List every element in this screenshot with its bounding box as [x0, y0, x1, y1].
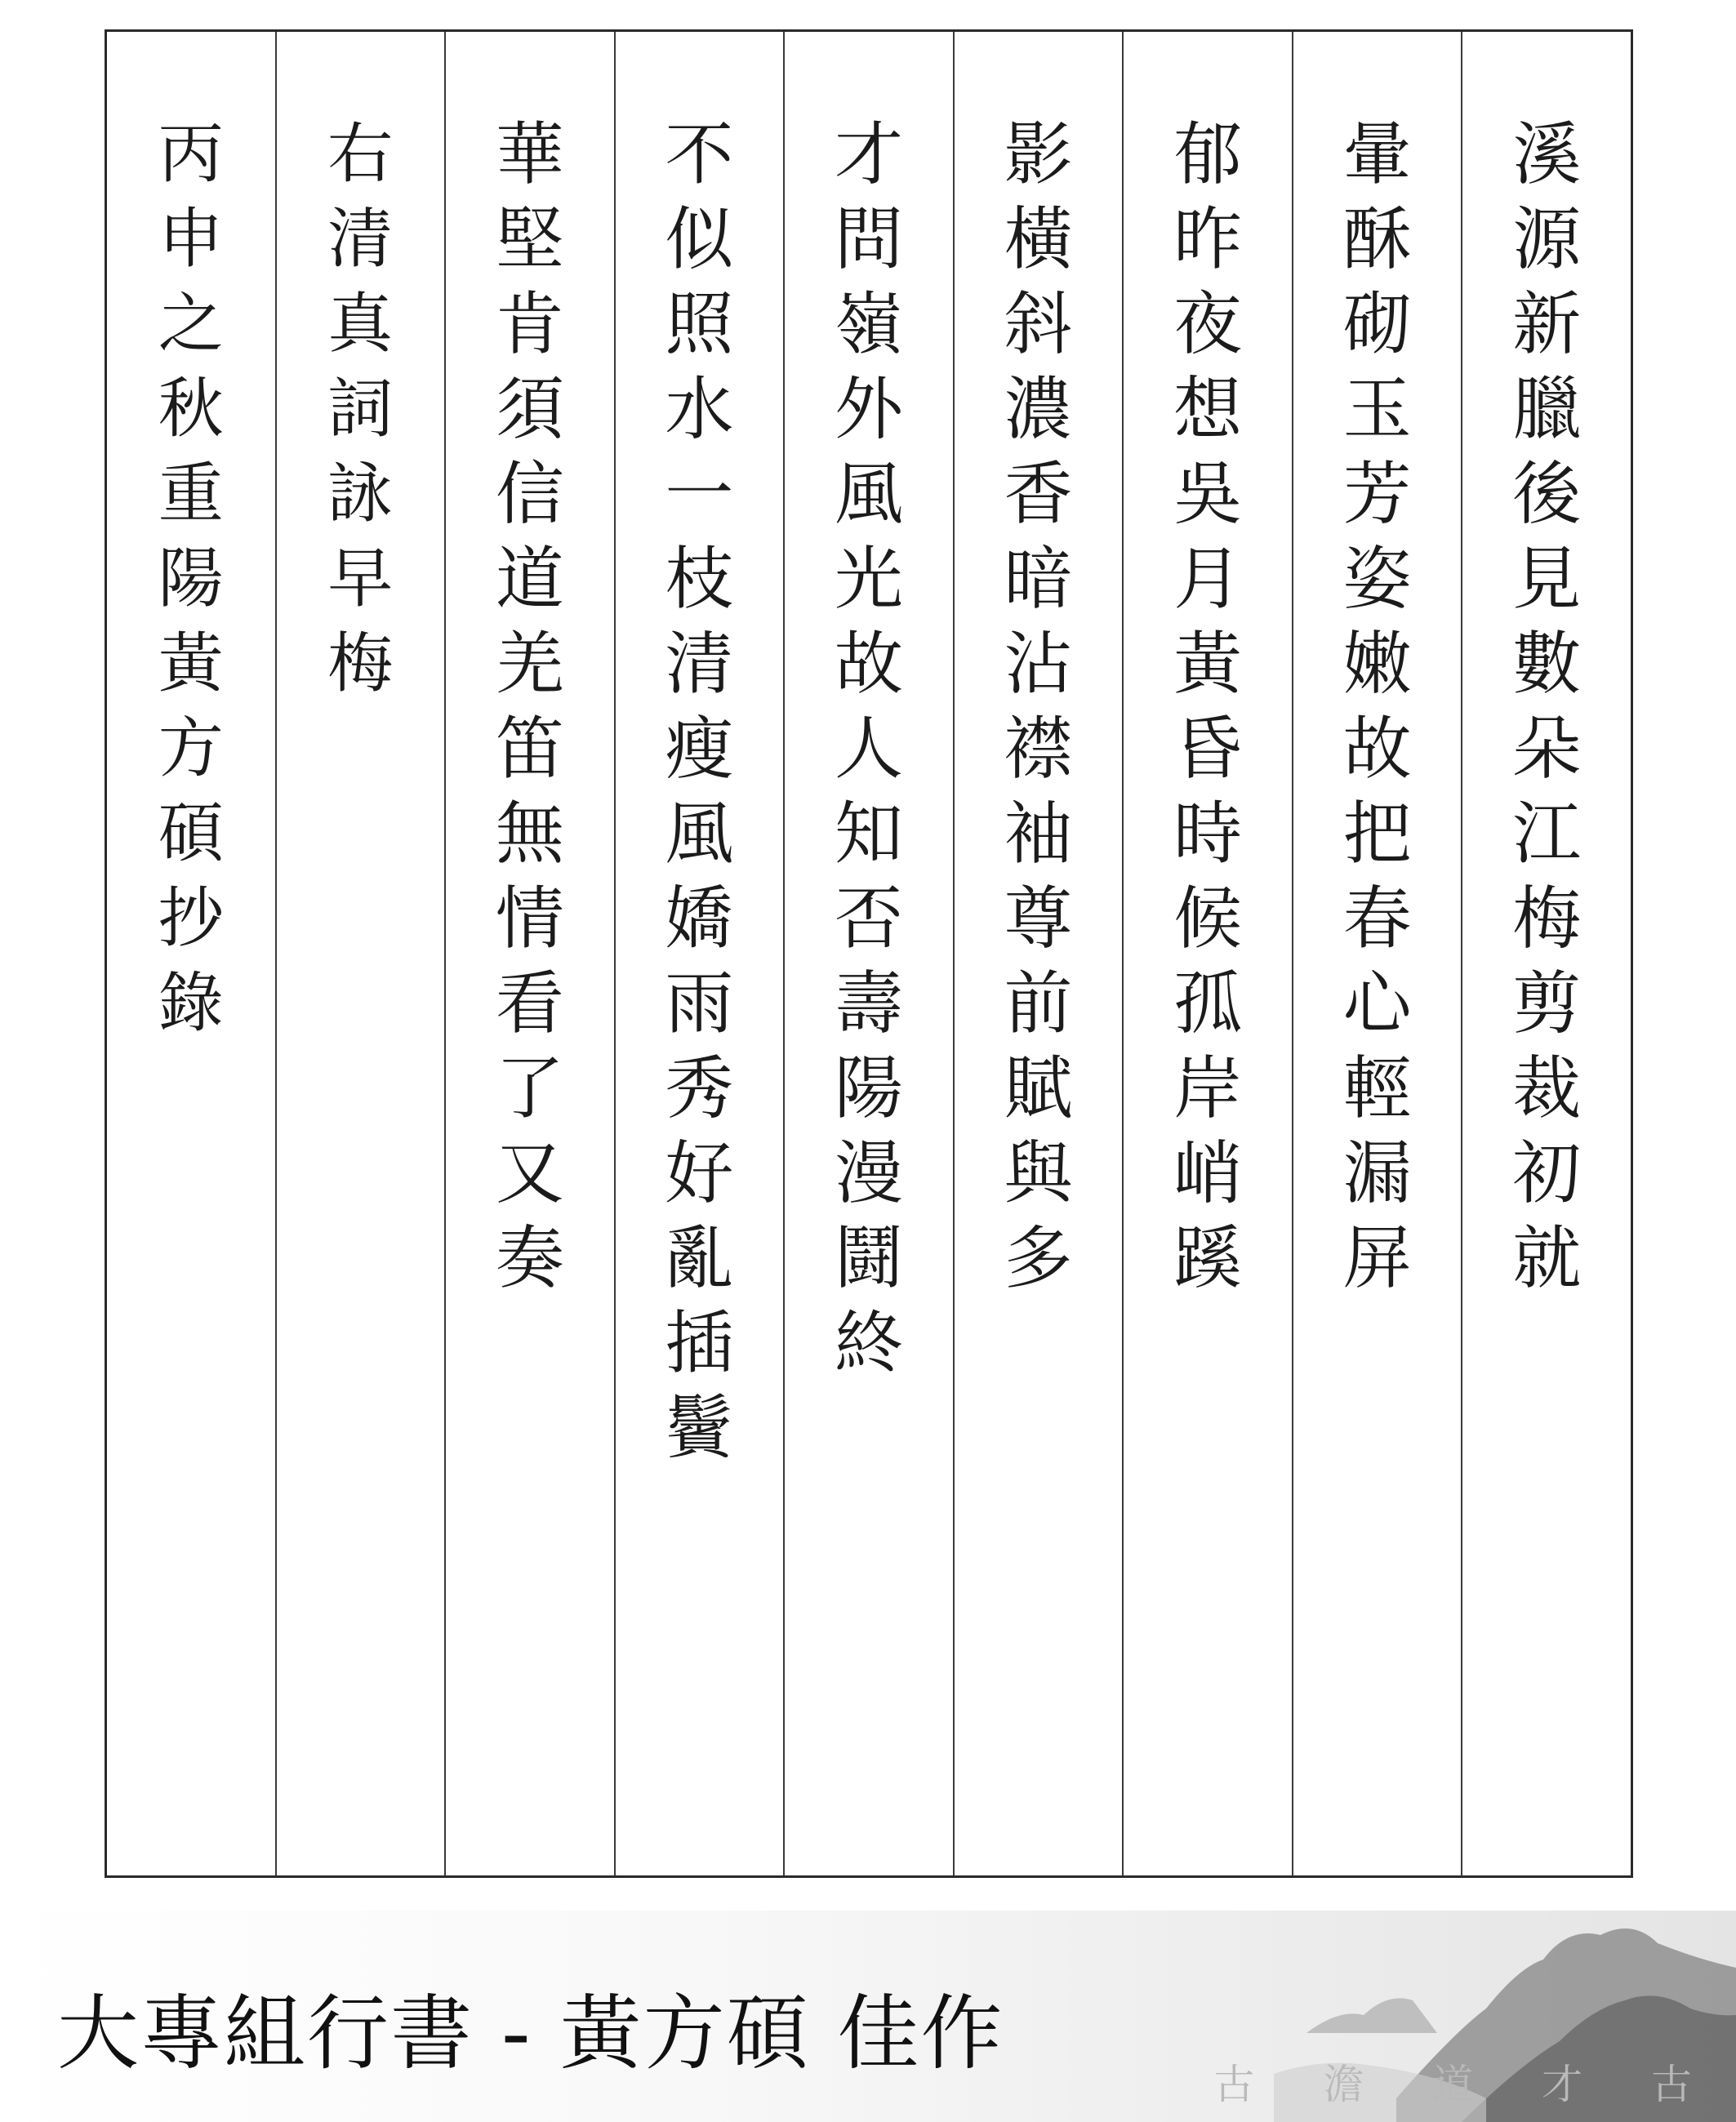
- calligraphy-character: 初: [1512, 1133, 1582, 1213]
- column-4: [953, 32, 1123, 1875]
- calligraphy-character: 水: [665, 369, 734, 449]
- calligraphy-character: 芳: [1342, 454, 1412, 534]
- calligraphy-character: 好: [665, 1133, 734, 1213]
- calligraphy-character: 影: [1004, 114, 1073, 194]
- calligraphy-character: 照: [665, 284, 734, 364]
- calligraphy-character: 否: [834, 879, 903, 959]
- calligraphy-character: 風: [665, 794, 734, 874]
- calligraphy-character: 斜: [1004, 284, 1073, 364]
- calligraphy-character: 溪: [1512, 114, 1582, 194]
- calligraphy-character: 信: [495, 454, 564, 534]
- calligraphy-character: 雨: [665, 963, 734, 1043]
- calligraphy-character: 姿: [1342, 539, 1412, 619]
- calligraphy-character: 蹊: [1173, 1218, 1243, 1298]
- calligraphy-character: 把: [1342, 794, 1412, 874]
- calligraphy-character: 真: [327, 286, 394, 362]
- column-1: [1461, 32, 1631, 1875]
- column-5: [783, 32, 953, 1875]
- column-6: [614, 32, 784, 1875]
- calligraphy-character: 詞: [327, 371, 394, 447]
- calligraphy-character: 枝: [665, 539, 734, 619]
- calligraphy-character: 想: [1173, 369, 1243, 449]
- calligraphy-character: 前: [1004, 963, 1073, 1043]
- calligraphy-character: 抄: [158, 880, 224, 956]
- calligraphy-character: 鬢: [665, 1388, 734, 1468]
- calligraphy-character: 華: [495, 114, 564, 194]
- calligraphy-character: 陽: [158, 541, 224, 616]
- calligraphy-character: 裁: [1512, 1048, 1582, 1128]
- calligraphy-character: 羌: [495, 624, 564, 704]
- calligraphy-character: 沾: [1004, 624, 1073, 704]
- calligraphy-character: 亂: [665, 1218, 734, 1298]
- calligraphy-character: 郁: [1173, 114, 1243, 194]
- calligraphy-character: 岸: [1173, 1048, 1243, 1128]
- calligraphy-character: 梅: [1512, 879, 1582, 959]
- award-caption: 大專組行書 - 黃方碩 佳作: [57, 1986, 1004, 2081]
- calligraphy-character: 香: [1004, 454, 1073, 534]
- calligraphy-character: 清: [665, 624, 734, 704]
- column-3: [1122, 32, 1292, 1875]
- calligraphy-character: 尊: [1004, 879, 1073, 959]
- calligraphy-character: 梅: [327, 625, 394, 701]
- calligraphy-character: 屏: [1342, 1218, 1412, 1298]
- column-title-credit: [275, 32, 445, 1875]
- calligraphy-character: 終: [834, 1303, 903, 1383]
- calligraphy-character: 看: [495, 963, 564, 1043]
- calligraphy-character: 濃: [1004, 369, 1073, 449]
- calligraphy-character: 春: [1342, 879, 1412, 959]
- calligraphy-character: 方: [158, 710, 224, 786]
- calligraphy-character: 昨: [1173, 199, 1243, 279]
- calligraphy-character: 嫩: [1342, 624, 1412, 704]
- calligraphy-character: 插: [665, 1303, 734, 1383]
- calligraphy-character: 漫: [834, 1133, 903, 1213]
- calligraphy-character: 輕: [1342, 1048, 1412, 1128]
- calligraphy-character: 似: [665, 199, 734, 279]
- calligraphy-character: 與: [1004, 1133, 1073, 1213]
- column-7: [444, 32, 614, 1875]
- calligraphy-character: 了: [495, 1048, 564, 1128]
- calligraphy-character: 瘦: [665, 709, 734, 789]
- calligraphy-character: 昏: [1173, 709, 1243, 789]
- calligraphy-character: 光: [834, 539, 903, 619]
- calligraphy-columns: [107, 32, 1631, 1875]
- calligraphy-character: 不: [665, 114, 734, 194]
- calligraphy-character: 新: [1512, 284, 1582, 364]
- calligraphy-character: 後: [1512, 454, 1582, 534]
- column-date-signature: [107, 32, 275, 1875]
- calligraphy-character: 袖: [1004, 794, 1073, 874]
- calligraphy-character: 嶺: [834, 284, 903, 364]
- calligraphy-character: 時: [1173, 794, 1243, 874]
- calligraphy-character: 心: [1342, 963, 1412, 1043]
- calligraphy-character: 堅: [495, 199, 564, 279]
- calligraphy-character: 孤: [1173, 963, 1243, 1043]
- calligraphy-character: 人: [834, 709, 903, 789]
- calligraphy-character: 秀: [665, 1048, 734, 1128]
- calligraphy-character: 漏: [1342, 1133, 1412, 1213]
- faint-background-text: 古 澹 道 才 古: [1213, 2061, 1720, 2108]
- calligraphy-character: 暗: [1004, 539, 1073, 619]
- calligraphy-character: 問: [834, 199, 903, 279]
- calligraphy-character: 道: [495, 539, 564, 619]
- calligraphy-character: 故: [1342, 709, 1412, 789]
- calligraphy-character: 之: [158, 286, 224, 362]
- calligraphy-character: 吳: [1173, 454, 1243, 534]
- calligraphy-character: 就: [1512, 1218, 1582, 1298]
- calligraphy-character: 酥: [1342, 199, 1412, 279]
- calligraphy-character: 又: [495, 1133, 564, 1213]
- calligraphy-character: 無: [495, 794, 564, 874]
- calligraphy-character: 右: [327, 116, 394, 192]
- calligraphy-character: 鬪: [834, 1218, 903, 1298]
- bottom-banner: [0, 1911, 1736, 2122]
- calligraphy-character: 夜: [1173, 284, 1243, 364]
- calligraphy-character: 嬌: [665, 879, 734, 959]
- calligraphy-character: 肯: [495, 284, 564, 364]
- calligraphy-character: 剪: [1512, 963, 1582, 1043]
- calligraphy-character: 朵: [1512, 709, 1582, 789]
- calligraphy-sheet: [105, 29, 1633, 1878]
- calligraphy-character: 玉: [1342, 369, 1412, 449]
- calligraphy-character: 申: [158, 201, 224, 277]
- calligraphy-character: 暈: [1342, 114, 1412, 194]
- calligraphy-character: 錄: [158, 965, 224, 1041]
- calligraphy-character: 壽: [834, 963, 903, 1043]
- calligraphy-character: 須: [495, 369, 564, 449]
- calligraphy-character: 詠: [327, 456, 394, 532]
- calligraphy-character: 外: [834, 369, 903, 449]
- calligraphy-character: 知: [834, 794, 903, 874]
- calligraphy-character: 源: [1512, 199, 1582, 279]
- calligraphy-character: 清: [327, 201, 394, 277]
- calligraphy-character: 秋: [158, 371, 224, 447]
- calligraphy-character: 臘: [1512, 369, 1582, 449]
- calligraphy-character: 橫: [1004, 199, 1073, 279]
- calligraphy-character: 風: [834, 454, 903, 534]
- calligraphy-character: 笛: [495, 709, 564, 789]
- calligraphy-character: 候: [1173, 879, 1243, 959]
- calligraphy-character: 黃: [1173, 624, 1243, 704]
- calligraphy-character: 江: [1512, 794, 1582, 874]
- calligraphy-character: 陽: [834, 1048, 903, 1128]
- calligraphy-character: 重: [158, 456, 224, 532]
- calligraphy-character: 奏: [495, 1218, 564, 1298]
- calligraphy-character: 多: [1004, 1218, 1073, 1298]
- calligraphy-character: 襟: [1004, 709, 1073, 789]
- calligraphy-character: 見: [1512, 539, 1582, 619]
- calligraphy-character: 峭: [1173, 1133, 1243, 1213]
- calligraphy-character: 才: [834, 114, 903, 194]
- calligraphy-character: 黃: [158, 625, 224, 701]
- calligraphy-character: 數: [1512, 624, 1582, 704]
- calligraphy-character: 賦: [1004, 1048, 1073, 1128]
- calligraphy-character: 故: [834, 624, 903, 704]
- calligraphy-character: 丙: [158, 116, 224, 192]
- calligraphy-character: 月: [1173, 539, 1243, 619]
- calligraphy-character: 情: [495, 879, 564, 959]
- calligraphy-character: 早: [327, 541, 394, 616]
- calligraphy-character: 碩: [158, 795, 224, 871]
- calligraphy-character: 砌: [1342, 284, 1412, 364]
- calligraphy-character: 一: [665, 454, 734, 534]
- column-2: [1292, 32, 1462, 1875]
